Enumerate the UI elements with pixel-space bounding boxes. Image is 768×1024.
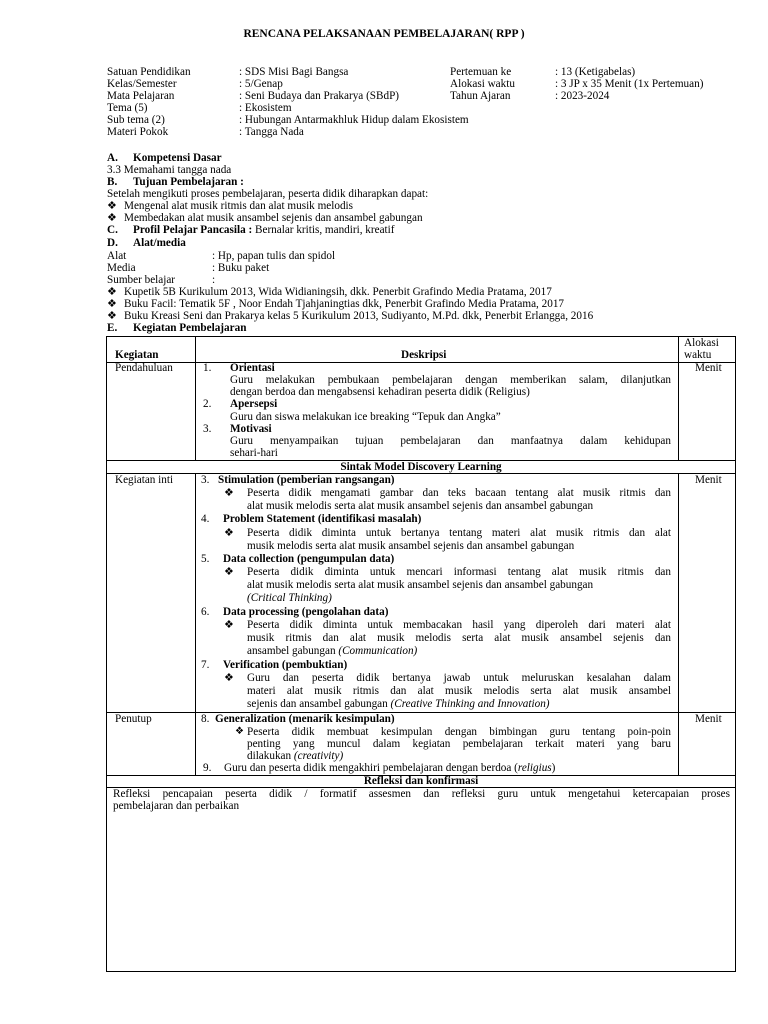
identity-value: : Ekosistem bbox=[239, 102, 292, 114]
step-tag: (Critical Thinking) bbox=[247, 592, 332, 604]
list-item bbox=[107, 298, 564, 310]
step-text: ansambel gabungan bbox=[247, 645, 339, 657]
step-text: alat musik melodis serta alat musik ansambel sejenis dan ansambel gabungan bbox=[247, 500, 594, 512]
step-title: Motivasi bbox=[230, 423, 272, 435]
bullet-icon: ❖ bbox=[107, 310, 118, 322]
step-text: Peserta didik mengamati gambar dan teks bacaan tentang alat musik ritmis dan bbox=[247, 487, 671, 499]
section-d-heading bbox=[107, 237, 186, 249]
header-alokasi: Alokasi bbox=[684, 337, 719, 349]
step-title: Apersepsi bbox=[230, 398, 278, 410]
step-title: Data collection (pengumpulan data) bbox=[223, 553, 395, 565]
bullet-icon: ❖ bbox=[107, 212, 118, 224]
identity-row bbox=[107, 102, 747, 114]
step-title: Problem Statement (identifikasi masalah) bbox=[223, 513, 422, 525]
bullet-icon: ❖ bbox=[224, 527, 235, 539]
list-item bbox=[107, 310, 593, 322]
section-title: Profil Pelajar Pancasila : bbox=[133, 224, 253, 236]
step-number: 9. bbox=[203, 762, 212, 774]
identity-value: : SDS Misi Bagi Bangsa bbox=[239, 66, 349, 78]
identity-row bbox=[107, 114, 747, 126]
step-number: 5. bbox=[201, 553, 210, 565]
section-title: Alat/media bbox=[133, 237, 186, 249]
step-text-line bbox=[247, 750, 343, 762]
step-text-line bbox=[224, 762, 555, 774]
step-title: Verification (pembuktian) bbox=[223, 659, 348, 671]
identity-value: : 5/Genap bbox=[239, 78, 283, 90]
media-row bbox=[107, 250, 747, 262]
media-row bbox=[107, 274, 747, 286]
list-item-text: Buku Facil: Tematik 5F , Noor Endah Tjahjaningtias dkk, Penerbit Grafindo Media Pratama, 2017 bbox=[124, 298, 565, 310]
col-divider bbox=[195, 473, 196, 775]
section-title: Kompetensi Dasar bbox=[133, 152, 222, 164]
section-e-heading bbox=[107, 322, 246, 334]
list-item-text: Mengenal alat musik ritmis dan alat musik melodis bbox=[124, 200, 353, 212]
section-letter: B. bbox=[107, 176, 118, 188]
row-divider bbox=[107, 362, 735, 363]
list-item bbox=[107, 212, 423, 224]
step-number: 6. bbox=[201, 606, 210, 618]
step-text: Peserta didik membuat kesimpulan dengan bimbingan guru tentang poin-poin bbox=[247, 726, 671, 738]
step-number: 3. bbox=[203, 423, 212, 435]
step-number: 1. bbox=[203, 362, 212, 374]
step-tag: (Creative Thinking and Innovation) bbox=[390, 698, 550, 710]
refleksi-title: Refleksi dan konfirmasi bbox=[363, 775, 479, 787]
step-title: Orientasi bbox=[230, 362, 275, 374]
media-label: Media bbox=[107, 262, 136, 274]
step-text-line bbox=[247, 645, 417, 657]
identity-row bbox=[107, 78, 747, 90]
refleksi-text: pembelajaran dan perbaikan bbox=[113, 800, 240, 812]
step-title: Generalization (menarik kesimpulan) bbox=[215, 713, 395, 725]
identity-value: : 3 JP x 35 Menit (1x Pertemuan) bbox=[555, 78, 704, 90]
alokasi-value: Menit bbox=[695, 713, 722, 725]
header-alokasi: waktu bbox=[684, 349, 712, 361]
step-text: Peserta didik diminta untuk mencari informasi tentang alat musik ritmis dan bbox=[247, 566, 671, 578]
kompetensi-item: 3.3 Memahami tangga nada bbox=[107, 164, 232, 176]
list-item bbox=[107, 200, 353, 212]
step-text: Guru dan peserta didik mengakhiri pembelajaran dengan berdoa ( bbox=[224, 762, 518, 774]
step-text: materi alat musik ritmis dan alat musik melodis serta alat musik ansambel bbox=[247, 685, 671, 697]
bullet-icon: ❖ bbox=[235, 726, 244, 737]
step-title: Stimulation (pemberian rangsangan) bbox=[218, 474, 395, 486]
identity-label: Satuan Pendidikan bbox=[107, 66, 191, 78]
identity-value: : Seni Budaya dan Prakarya (SBdP) bbox=[239, 90, 400, 102]
step-number: 3. bbox=[201, 474, 210, 486]
step-text: penting yang muncul dalam kegiatan pembelajaran terkait materi yang baru bbox=[247, 738, 671, 750]
identity-value: : 2023-2024 bbox=[555, 90, 610, 102]
bullet-icon: ❖ bbox=[224, 487, 235, 499]
identity-value: : 13 (Ketigabelas) bbox=[555, 66, 636, 78]
step-tag: religius bbox=[517, 762, 552, 774]
tujuan-intro: Setelah mengikuti proses pembelajaran, peserta didik diharapkan dapat: bbox=[107, 188, 429, 200]
identity-label: Materi Pokok bbox=[107, 126, 169, 138]
col-divider bbox=[678, 473, 679, 775]
col-divider bbox=[195, 337, 196, 460]
step-text: sehari-hari bbox=[230, 447, 278, 459]
section-letter: C. bbox=[107, 224, 118, 236]
list-item bbox=[107, 286, 552, 298]
step-text: Peserta didik diminta untuk membacakan hasil yang diperoleh dari materi alat bbox=[247, 619, 671, 631]
header-kegiatan: Kegiatan bbox=[115, 349, 159, 361]
col-divider bbox=[678, 337, 679, 460]
section-letter: A. bbox=[107, 152, 118, 164]
identity-label: Tema (5) bbox=[107, 102, 148, 114]
list-item-text: Kupetik 5B Kurikulum 2013, Wida Widianingsih, dkk. Penerbit Grafindo Media Pratama, 2017 bbox=[124, 286, 552, 298]
step-text-end: ) bbox=[551, 762, 556, 774]
step-text-line bbox=[247, 698, 550, 710]
step-text: Guru melakukan pembukaan pembelajaran dengan memberikan salam, dilanjutkan bbox=[230, 374, 671, 386]
identity-label: Sub tema (2) bbox=[107, 114, 165, 126]
identity-label: Pertemuan ke bbox=[450, 66, 512, 78]
bullet-icon: ❖ bbox=[107, 200, 118, 212]
step-text: dilakukan bbox=[247, 750, 294, 762]
alokasi-value: Menit bbox=[695, 474, 722, 486]
step-text: Peserta didik diminta untuk bertanya tentang materi alat musik ritmis dan alat bbox=[247, 527, 671, 539]
step-number: 7. bbox=[201, 659, 210, 671]
section-c-heading bbox=[107, 224, 395, 236]
identity-value: : Tangga Nada bbox=[239, 126, 304, 138]
step-text: alat musik melodis serta alat musik ansambel sejenis dan ansambel gabungan bbox=[247, 579, 594, 591]
step-text: Guru dan siswa melakukan ice breaking “Tepuk dan Angka” bbox=[230, 411, 501, 423]
step-tag: (Communication) bbox=[338, 645, 418, 657]
bullet-icon: ❖ bbox=[107, 298, 118, 310]
bullet-icon: ❖ bbox=[224, 672, 235, 684]
bullet-icon: ❖ bbox=[224, 566, 235, 578]
section-letter: E. bbox=[107, 322, 118, 334]
step-number: 4. bbox=[201, 513, 210, 525]
step-number: 2. bbox=[203, 398, 212, 410]
section-a-heading bbox=[107, 152, 222, 164]
step-text: Guru dan peserta didik bertanya jawab untuk meluruskan kesalahan dalam bbox=[247, 672, 671, 684]
section-b-heading bbox=[107, 176, 244, 188]
page-title: RENCANA PELAKSANAAN PEMBELAJARAN( RPP ) bbox=[243, 28, 525, 40]
section-title: Tujuan Pembelajaran : bbox=[133, 176, 244, 188]
media-value: : Hp, papan tulis dan spidol bbox=[212, 250, 336, 262]
media-value: : Buku paket bbox=[212, 262, 270, 274]
profil-value: Bernalar kritis, mandiri, kreatif bbox=[252, 224, 395, 236]
list-item-text: Membedakan alat musik ansambel sejenis dan ansambel gabungan bbox=[124, 212, 423, 224]
step-tag: (creativity) bbox=[293, 750, 344, 762]
refleksi-text: Refleksi pencapaian peserta didik / formatif assesmen dan refleksi guru untuk mengetahui ketercapaian proses bbox=[113, 788, 730, 800]
step-text: Guru menyampaikan tujuan pembelajaran dan manfaatnya dalam kehidupan bbox=[230, 435, 671, 447]
media-value: : bbox=[212, 274, 216, 286]
media-row bbox=[107, 262, 747, 274]
section-title: Kegiatan Pembelajaran bbox=[133, 322, 247, 334]
step-text: musik melodis serta alat musik ansambel sejenis dan ansambel gabungan bbox=[247, 540, 575, 552]
step-number: 8. bbox=[201, 713, 210, 725]
step-text: musik ritmis dan alat musik melodis serta alat musik ansambel sejenis dan bbox=[247, 632, 671, 644]
identity-value: : Hubungan Antarmakhluk Hidup dalam Ekosistem bbox=[239, 114, 469, 126]
identity-label: Mata Pelajaran bbox=[107, 90, 175, 102]
kegiatan-label: Penutup bbox=[115, 713, 152, 725]
media-label: Alat bbox=[107, 250, 127, 262]
identity-row bbox=[107, 90, 747, 102]
identity-label: Tahun Ajaran bbox=[450, 90, 511, 102]
step-text: dengan berdoa dan mengabsensi kehadiran peserta didik (Religius) bbox=[230, 386, 530, 398]
sintak-title: Sintak Model Discovery Learning bbox=[340, 461, 502, 473]
kegiatan-table bbox=[106, 336, 736, 972]
header-deskripsi: Deskripsi bbox=[401, 349, 447, 361]
step-title: Data processing (pengolahan data) bbox=[223, 606, 389, 618]
kegiatan-label: Kegiatan inti bbox=[115, 474, 174, 486]
identity-label: Kelas/Semester bbox=[107, 78, 177, 90]
identity-row bbox=[107, 126, 747, 138]
identity-row bbox=[107, 66, 747, 78]
step-text: sejenis dan ansambel gabungan bbox=[247, 698, 391, 710]
identity-label: Alokasi waktu bbox=[450, 78, 515, 90]
list-item-text: Buku Kreasi Seni dan Prakarya kelas 5 Kurikulum 2013, Sudiyanto, M.Pd. dkk, Penerbit Erlangga, 2016 bbox=[124, 310, 594, 322]
section-letter: D. bbox=[107, 237, 118, 249]
media-label: Sumber belajar bbox=[107, 274, 176, 286]
alokasi-value: Menit bbox=[695, 362, 722, 374]
kegiatan-label: Pendahuluan bbox=[115, 362, 173, 374]
bullet-icon: ❖ bbox=[224, 619, 235, 631]
bullet-icon: ❖ bbox=[107, 286, 118, 298]
